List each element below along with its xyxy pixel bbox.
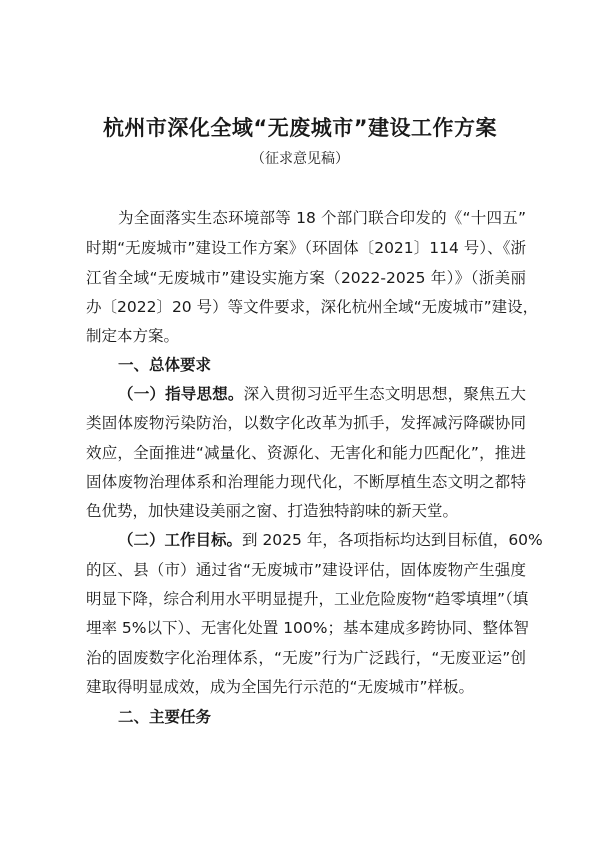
intro-line-3: 江省全域“无废城市”建设实施方案（2022-2025 年）》（浙美丽 [86, 269, 526, 287]
p2-line-6: 建取得明显成效，成为全国先行示范的“无废城市”样板。 [86, 678, 475, 696]
p2-line-4: 埋率 5%以下）、无害化处置 100%；基本建成多跨协同、整体智 [86, 619, 530, 637]
intro-line-5: 制定本方案。 [86, 327, 180, 345]
section-heading-2: 二、主要任务 [118, 708, 212, 726]
p1-line-5: 色优势，加快建设美丽之窗、打造独特韵味的新天堂。 [86, 502, 459, 520]
p1-text-1: 深入贯彻习近平生态文明思想，聚焦五大 [243, 385, 526, 403]
document-subtitle: （征求意见稿） [251, 151, 349, 167]
intro-line-4: 办〔2022〕20 号）等文件要求，深化杭州全域“无废城市”建设， [86, 298, 539, 316]
p2-line-2: 的区、县（市）通过省“无废城市”建设评估，固体废物产生强度 [86, 561, 526, 579]
p2-text-1: 到 2025 年，各项指标均达到目标值，60% [242, 531, 543, 549]
intro-line-2: 时期“无废城市”建设工作方案》（环固体〔2021〕114 号）、《浙 [86, 239, 526, 257]
section-heading-1: 一、总体要求 [118, 356, 212, 374]
p1-line-3: 效应，全面推进“减量化、资源化、无害化和能力匹配化”，推进 [86, 444, 526, 462]
p1-line-2: 类固体废物污染防治，以数字化改革为抓手，发挥减污降碳协同 [86, 414, 526, 432]
p1-lead: （一）指导思想。 [118, 385, 244, 403]
p1-line-4: 固体废物治理体系和治理能力现代化，不断厚植生态文明之都特 [86, 473, 526, 491]
p2-lead: （二）工作目标。 [118, 531, 243, 549]
intro-line-1: 为全面落实生态环境部等 18 个部门联合印发的《“十四五” [118, 209, 526, 227]
p2-line-1 [118, 530, 543, 550]
document-title: 杭州市深化全域“无废城市”建设工作方案 [102, 116, 498, 140]
p2-line-3: 明显下降，综合利用水平明显提升，工业危险废物“趋零填埋”（填 [86, 590, 529, 608]
p2-line-5: 治的固废数字化治理体系，“无废”行为广泛践行，“无废亚运”创 [86, 649, 526, 667]
p1-line-1 [118, 384, 526, 404]
